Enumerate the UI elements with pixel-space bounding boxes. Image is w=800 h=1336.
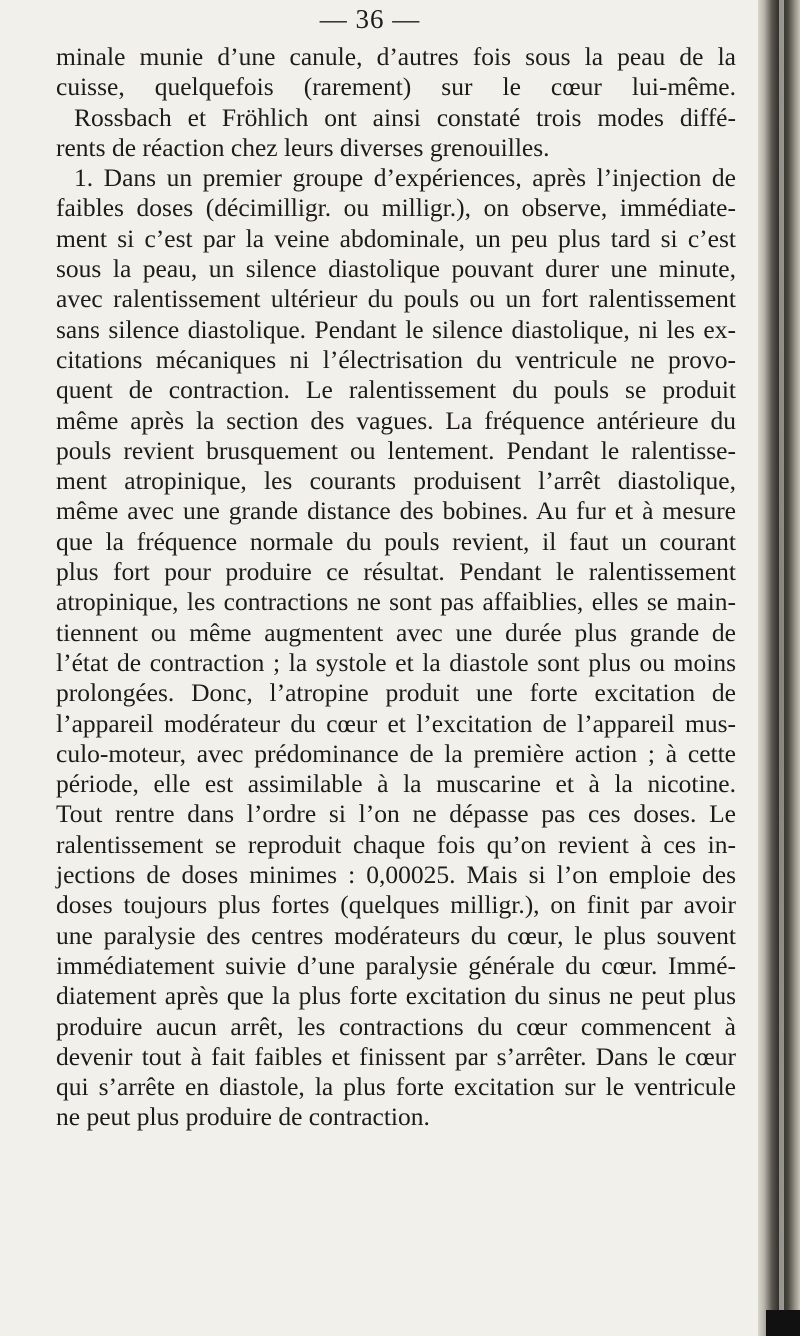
text-line: quent de contraction. Le ralentissement du pouls se produit bbox=[56, 375, 736, 405]
body-text bbox=[56, 42, 736, 1133]
text-line: sous la peau, un silence diastolique pouvant durer une minute, bbox=[56, 254, 736, 284]
text-line: rents de réaction chez leurs diverses grenouilles. bbox=[56, 132, 550, 162]
text-line: une paralysie des centres modérateurs du cœur, le plus souvent bbox=[56, 920, 736, 950]
text-line: pouls revient brusquement ou lentement. Pendant le ralentisse- bbox=[56, 435, 736, 465]
page-corner-mark bbox=[766, 1310, 800, 1336]
text-line: devenir tout à fait faibles et finissent par s’arrêter. Dans le cœur bbox=[56, 1041, 736, 1071]
text-line: ne peut plus produire de contraction. bbox=[56, 1102, 430, 1132]
text-line: l’état de contraction ; la systole et la diastole sont plus ou moins bbox=[56, 647, 736, 677]
text-line: Rossbach et Fröhlich ont ainsi constaté trois modes diffé- bbox=[74, 102, 736, 132]
text-line: ment atropinique, les courants produisent l’arrêt diastolique, bbox=[56, 466, 736, 496]
text-line: période, elle est assimilable à la muscarine et à la nicotine. bbox=[56, 769, 736, 799]
text-line: faibles doses (décimilligr. ou milligr.), on observe, immédiate- bbox=[56, 193, 736, 223]
text-line: jections de doses minimes : 0,00025. Mais si l’on emploie des bbox=[56, 860, 736, 890]
text-line: citations mécaniques ni l’électrisation du ventricule ne provo- bbox=[56, 344, 736, 374]
text-line: avec ralentissement ultérieur du pouls ou un fort ralentissement bbox=[56, 284, 736, 314]
page-number: — 36 — bbox=[319, 4, 421, 34]
text-line: doses toujours plus fortes (quelques milligr.), on finit par avoir bbox=[56, 890, 736, 920]
text-line: plus fort pour produire ce résultat. Pendant le ralentissement bbox=[56, 557, 736, 587]
text-line: sans silence diastolique. Pendant le silence diastolique, ni les ex- bbox=[56, 314, 736, 344]
text-line: prolongées. Donc, l’atropine produit une forte excitation de bbox=[56, 678, 736, 708]
text-line: immédiatement suivie d’une paralysie générale du cœur. Immé- bbox=[56, 950, 736, 980]
text-line: que la fréquence normale du pouls revient, il faut un courant bbox=[56, 526, 736, 556]
text-line: culo-moteur, avec prédominance de la première action ; à cette bbox=[56, 738, 736, 768]
text-line: cuisse, quelquefois (rarement) sur le cœur lui-même. bbox=[56, 72, 736, 102]
text-line: même après la section des vagues. La fréquence antérieure du bbox=[56, 405, 736, 435]
text-line: même avec une grande distance des bobines. Au fur et à mesure bbox=[56, 496, 736, 526]
text-line: qui s’arrête en diastole, la plus forte excitation sur le ventricule bbox=[56, 1072, 736, 1102]
text-line: produire aucun arrêt, les contractions du cœur commencent à bbox=[56, 1011, 736, 1041]
text-line: minale munie d’une canule, d’autres fois sous la peau de la bbox=[56, 42, 736, 71]
text-line: 1. Dans un premier groupe d’expériences, après l’injection de bbox=[74, 163, 736, 193]
text-line: ralentissement se reproduit chaque fois qu’on revient à ces in- bbox=[56, 829, 736, 859]
text-line: Tout rentre dans l’ordre si l’on ne dépasse pas ces doses. Le bbox=[56, 799, 736, 829]
text-line: ment si c’est par la veine abdominale, un peu plus tard si c’est bbox=[56, 223, 736, 253]
page-edge-highlight bbox=[779, 0, 784, 1336]
text-line: tiennent ou même augmentent avec une durée plus grande de bbox=[56, 617, 736, 647]
text-line: diatement après que la plus forte excitation du sinus ne peut plus bbox=[56, 981, 736, 1011]
text-line: l’appareil modérateur du cœur et l’excitation de l’appareil mus- bbox=[56, 708, 736, 738]
text-line: atropinique, les contractions ne sont pas affaiblies, elles se main- bbox=[56, 587, 736, 617]
